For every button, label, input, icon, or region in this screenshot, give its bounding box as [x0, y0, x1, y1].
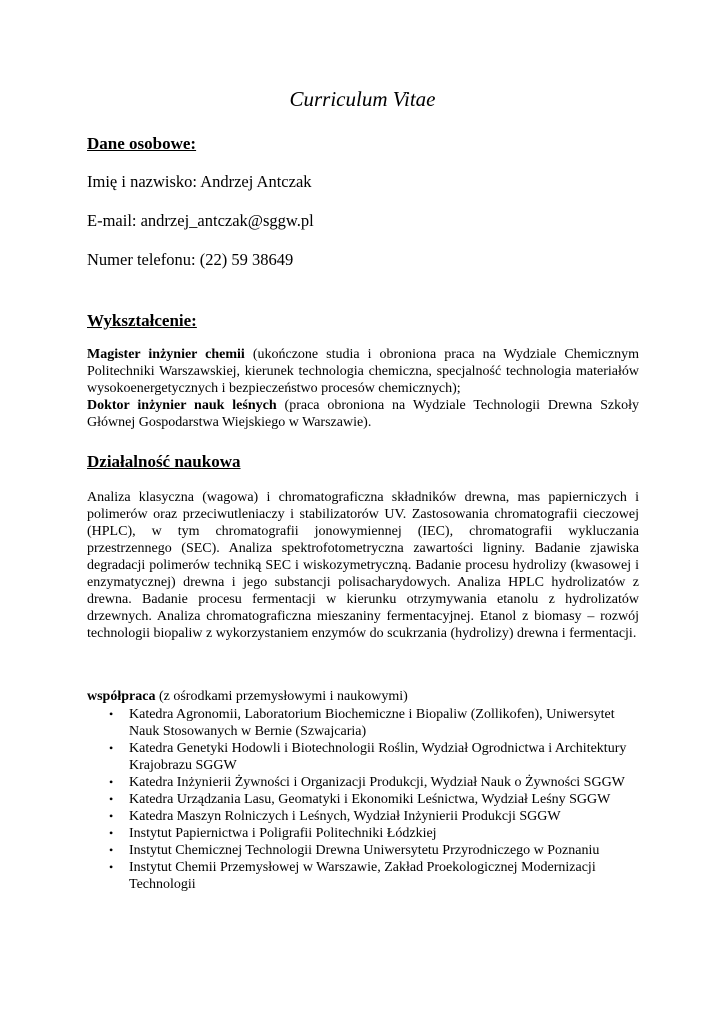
cooperation-list — [87, 706, 647, 893]
document-title: Curriculum Vitae — [289, 87, 436, 111]
research-paragraph: Analiza klasyczna (wagowa) i chromatograficzna składników drewna, mas papierniczych i polimerów oraz przeciwutleniaczy i stabilizatorów UV. Zastosowania chromatografii cieczowej (HPLC), w tym chromatografii jonowymiennej (IEC), chromatografii wykluczania przestrzennego (SEC). Analiza spektrofotometryczna zawartości ligniny. Badanie zjawiska degradacji polimerów techniką SEC i wiskozymetryczną. Badanie procesu hydrolizy (kwasowej i enzymatycznej) drewna i jego substancji polisacharydowych. Analiza HPLC hydrolizatów z drewna. Badanie procesu fermentacji w kierunku otrzymywania etanolu z hydrolizatów drzewnych. Analiza chromatograficzna mieszaniny fermentacyjnej. Etanol z biomasy – rozwój technologii biopaliw z wykorzystaniem enzymów do scukrzania (hydrolizy) drewna i fermentacji. — [87, 490, 639, 641]
cooperation-note: (z ośrodkami przemysłowymi i naukowymi) — [155, 689, 408, 704]
name-line: Imię i nazwisko: Andrzej Antczak — [87, 172, 312, 191]
bullet-icon: • — [109, 860, 114, 874]
cooperation-item: • Instytut Chemii Przemysłowej w Warszawie, Zakład Proekologicznej Modernizacji Technologii — [109, 860, 596, 892]
cooperation-item: • Katedra Agronomii, Laboratorium Biochemiczne i Biopaliw (Zollikofen), Uniwersytet Nauk Stosowanych w Bernie (Szwajcaria) — [109, 707, 615, 739]
bullet-icon: • — [109, 809, 114, 823]
bullet-icon: • — [109, 707, 114, 721]
education-paragraph — [87, 346, 639, 431]
cooperation-label: współpraca — [87, 689, 156, 704]
degree2-title: Doktor inżynier nauk leśnych — [87, 398, 277, 413]
personal-data-heading: Dane osobowe: — [87, 134, 197, 153]
degree1-text: (ukończone studia i obroniona praca na Wydziale Chemicznym Politechniki Warszawskiej, kierunek technologia chemiczna, specjalność technologia materiałów wysokoenergetycznych i bezpieczeństwo procesów chemicznych); — [87, 347, 639, 396]
cooperation-item: • Katedra Urządzania Lasu, Geomatyki i Ekonomiki Leśnictwa, Wydział Leśny SGGW — [109, 792, 611, 807]
bullet-icon: • — [109, 775, 114, 789]
degree2-text: (praca obroniona na Wydziale Technologii Drewna Szkoły Głównej Gospodarstwa Wiejskiego w Warszawie). — [87, 398, 639, 430]
cooperation-item: • Instytut Chemicznej Technologii Drewna Uniwersytetu Przyrodniczego w Poznaniu — [109, 843, 600, 858]
bullet-icon: • — [109, 843, 114, 857]
education-heading: Wykształcenie: — [87, 311, 197, 330]
bullet-icon: • — [109, 741, 114, 755]
cooperation-item: • Katedra Maszyn Rolniczych i Leśnych, Wydział Inżynierii Produkcji SGGW — [109, 809, 561, 824]
degree1-title: Magister inżynier chemii — [87, 347, 245, 362]
bullet-icon: • — [109, 826, 114, 840]
research-heading: Działalność naukowa — [87, 452, 241, 471]
cooperation-intro — [87, 688, 408, 705]
cooperation-item: • Katedra Inżynierii Żywności i Organizacji Produkcji, Wydział Nauk o Żywności SGGW — [109, 775, 625, 790]
cooperation-item: • Instytut Papiernictwa i Poligrafii Politechniki Łódzkiej — [109, 826, 437, 841]
cooperation-item: • Katedra Genetyki Hodowli i Biotechnologii Roślin, Wydział Ogrodnictwa i Architektury Krajobrazu SGGW — [109, 741, 627, 773]
bullet-icon: • — [109, 792, 114, 806]
phone-line: Numer telefonu: (22) 59 38649 — [87, 250, 294, 269]
email-line: E-mail: andrzej_antczak@sggw.pl — [87, 211, 314, 230]
